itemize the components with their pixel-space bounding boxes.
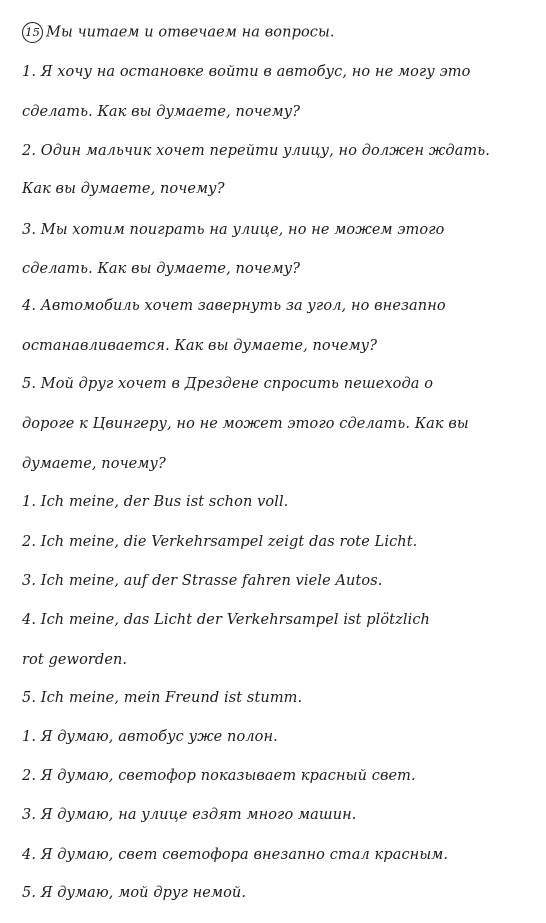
- german-answer-line: 3. Ich meine, auf der Strasse fahren viele Autos.: [22, 573, 383, 589]
- question-line: 5. Мой друг хочет в Дрездене спросить пешехода о: [22, 376, 434, 392]
- russian-answer-line: 1. Я думаю, автобус уже полон.: [22, 729, 278, 745]
- question-line: 4. Автомобиль хочет завернуть за угол, но внезапно: [22, 298, 446, 314]
- russian-answer-line: 3. Я думаю, на улице ездят много машин.: [22, 807, 357, 823]
- russian-answer-line: 2. Я думаю, светофор показывает красный свет.: [22, 768, 416, 784]
- exercise-title: Мы читаем и отвечаем на вопросы.: [46, 24, 335, 41]
- question-line: сделать. Как вы думаете, почему?: [22, 261, 301, 277]
- exercise-number: 15: [22, 22, 43, 43]
- question-line: дороге к Цвингеру, но не может этого сделать. Как вы: [22, 416, 469, 432]
- russian-answer-line: 5. Я думаю, мой друг немой.: [22, 885, 247, 901]
- german-answer-line: 4. Ich meine, das Licht der Verkehrsampel ist plötzlich: [22, 612, 430, 628]
- german-answer-line: 5. Ich meine, mein Freund ist stumm.: [22, 690, 303, 706]
- question-line: 2. Один мальчик хочет перейти улицу, но должен ждать.: [22, 143, 490, 159]
- question-line: останавливается. Как вы думаете, почему?: [22, 338, 378, 354]
- question-line: сделать. Как вы думаете, почему?: [22, 104, 301, 120]
- russian-answer-line: 4. Я думаю, свет светофора внезапно стал красным.: [22, 847, 449, 863]
- exercise-heading: [22, 22, 537, 43]
- german-answer-line: 2. Ich meine, die Verkehrsampel zeigt das rote Licht.: [22, 534, 418, 550]
- german-answer-line: rot geworden.: [22, 652, 128, 668]
- question-line: думаете, почему?: [22, 456, 166, 472]
- german-answer-line: 1. Ich meine, der Bus ist schon voll.: [22, 494, 289, 510]
- question-line: Как вы думаете, почему?: [22, 181, 225, 197]
- question-line: 3. Мы хотим поиграть на улице, но не можем этого: [22, 222, 445, 238]
- question-line: 1. Я хочу на остановке войти в автобус, но не могу это: [22, 64, 471, 80]
